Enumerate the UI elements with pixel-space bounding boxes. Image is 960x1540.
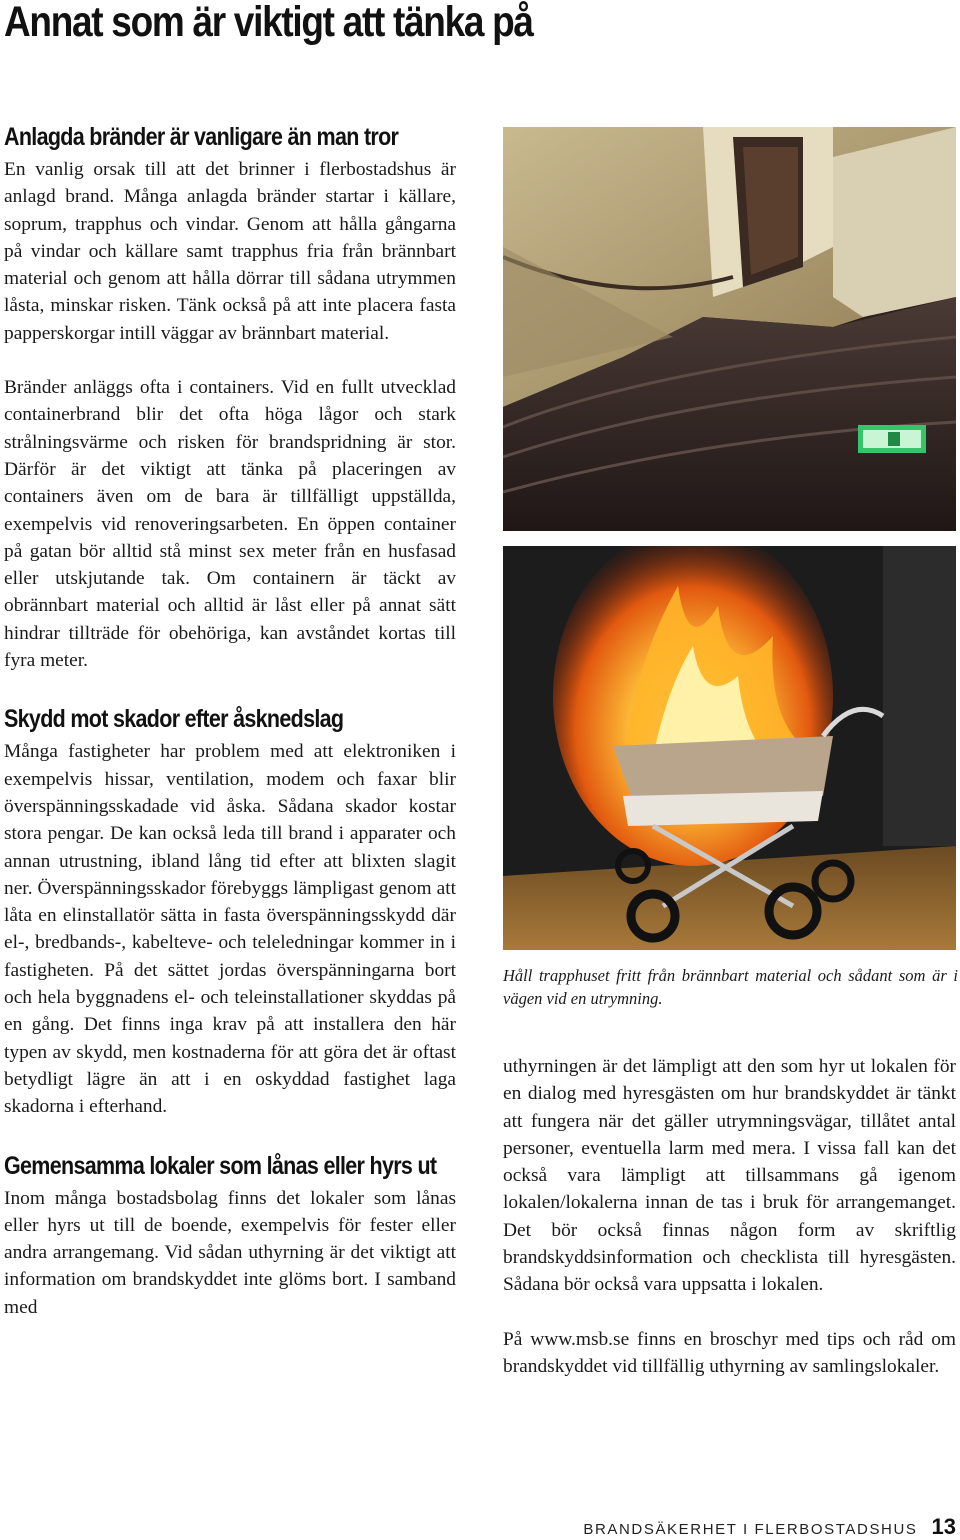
- photo-caption: Håll trapphuset fritt från brännbart material och sådant som är i vägen vid en utrymning.: [503, 966, 958, 1008]
- paragraph-anlagda-1: En vanlig orsak till att det brinner i flerbostadshus är anlagd brand. Många anlagda bränder startar i källare, soprum, trapphus och vindar. Genom att hålla gångarna på vindar och källare samt trapphus fria från brännbart material och genom att hålla dörrar till sådana utrymmen låsta, minskar risken. Tänk också på att inte placera fasta papperskorgar intill väggar av brännbart material.: [4, 159, 456, 344]
- footer-publication-title: BRANDSÄKERHET I FLERBOSTADSHUS: [583, 1521, 918, 1538]
- paragraph-anlagda-2: Bränder anläggs ofta i containers. Vid en fullt utvecklad containerbrand blir det ofta höga lågor och stark strålningsvärme och risken för brandspridning är stor. Därför är det viktigt att tänka på placeringen av containers även om de bara är tillfälligt uppställda, exempelvis vid renoveringsarbeten. En öppen container på gatan bör alltid stå minst sex meter från en husfasad eller utskjutande tak. Om containern är täckt av obrännbart material och alltid är låst eller på annat sätt hindrar tillträde för obehöriga, kan avståndet kortas till fyra meter.: [4, 377, 456, 672]
- section-heading-asknedslag: Skydd mot skador efter åsknedslag: [4, 705, 344, 734]
- paragraph-asknedslag: Många fastigheter har problem med att elektroniken i exempelvis hissar, ventilation, modem och faxar blir överspänningsskadade vid åska. Sådana skador kostar stora pengar. De kan också leda till brand i apparater och annan utrustning, ibland lång tid efter att blixten slagit ner. Överspänningsskador förebyggs lämpligast genom att låta en elinstallatör sätta in fasta överspänningsskydd där el-, bredbands-, kabelteve- och teleledningar kommer in i fastigheten. På det sättet jordas överspänningarna bort och hela byggnadens el- och teleinstallationer skyddas på en gång. Det finns inga krav på att installera den här typen av skydd, men kostnaderna för att göra det är oftast betydligt lägre än att i en oskyddad fastighet laga skadorna i efterhand.: [4, 741, 456, 1118]
- section-heading-lokaler: Gemensamma lokaler som lånas eller hyrs ut: [4, 1151, 437, 1180]
- right-column-text: [503, 1053, 956, 1380]
- paragraph-lokaler-2: På www.msb.se finns en broschyr med tips och råd om brandskyddet vid tillfällig uthyrning av samlingslokaler.: [503, 1328, 956, 1377]
- paragraph-lokaler-1: Inom många bostadsbolag finns det lokaler som lånas eller hyrs ut till de boende, exempelvis för fester eller andra arrangemang. Vid sådan uthyrning är det viktigt att information om brandskyddet inte glöms bort. I samband med: [4, 1187, 456, 1318]
- left-column: [4, 122, 456, 1321]
- paragraph-lokaler-continued: uthyrningen är det lämpligt att den som hyr ut lokalen för en dialog med hyresgästen om hur brandskyddet är tänkt att fungera när det gäller utrymningsvägar, tillåtet antal personer, eventuella larm med mera. I vissa fall kan det också vara lämpligt att tillsammans gå igenom lokalen/lokalerna innan de tas i bruk för arrangemanget. Det bör också finnas någon form av skriftlig brandskyddsinformation och checklista till hyresgästen. Sådana bör också vara uppsatta i lokalen.: [503, 1056, 956, 1296]
- page-number: 13: [931, 1514, 956, 1539]
- section-heading-anlagda: Anlagda bränder är vanligare än man tror: [4, 123, 399, 151]
- burning-pram-photo: [503, 546, 956, 950]
- stairwell-photo: [503, 127, 956, 531]
- page-footer: [583, 1514, 956, 1540]
- page-title: Annat som är viktigt att tänka på: [4, 0, 533, 46]
